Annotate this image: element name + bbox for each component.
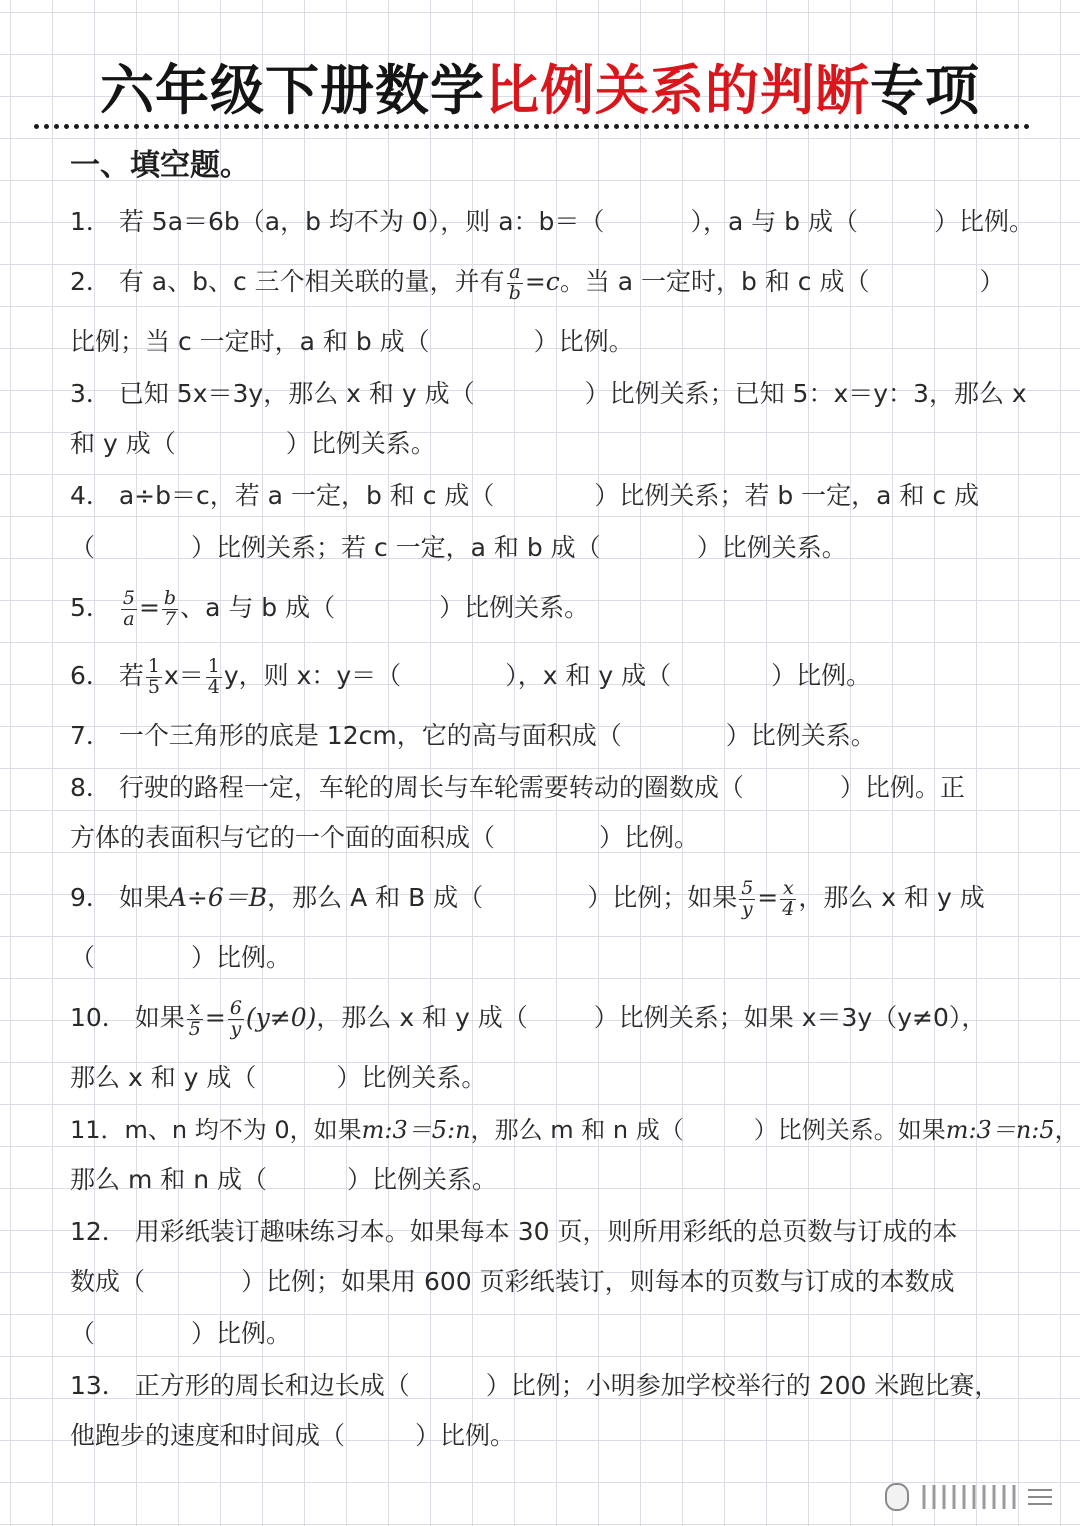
fraction: $\frac{x}{4}$ xyxy=(782,876,795,920)
dotted-divider xyxy=(34,124,1030,129)
question-13-cont: 他跑步的速度和时间成（ ）比例。 xyxy=(70,1421,516,1450)
fraction: $\frac{1}{5}$ xyxy=(147,654,160,698)
question-2-cont: 比例；当 c 一定时，a 和 b 成（ ）比例。 xyxy=(70,327,634,356)
question-11: 11．m、n 均不为 0，如果m:3＝5:n，那么 m 和 n 成（ ）比例关系。如果m:3＝n:5， xyxy=(70,1116,1079,1144)
question-12-cont2: （ ）比例。 xyxy=(70,1319,292,1348)
fraction: $\frac{5}{y}$ xyxy=(741,876,754,920)
question-9: 9． 如果A÷6＝B，那么 A 和 B 成（ ）比例；如果 $\frac{5}{y}$ = $\frac{x}{4}$ ，那么 x 和 y 成 xyxy=(70,876,985,920)
fraction: $\frac{a}{b}$ xyxy=(508,260,521,304)
question-10-cont: 那么 x 和 y 成（ ）比例关系。 xyxy=(70,1063,487,1092)
question-5: 5． $\frac{5}{a}$ = $\frac{b}{7}$ 、a 与 b 成（ ）比例关系。 xyxy=(70,586,590,630)
question-3: 3． 已知 5x＝3y，那么 x 和 y 成（ ）比例关系；已知 5：x＝y：3，那么 x xyxy=(70,379,1027,408)
question-11-cont: 那么 m 和 n 成（ ）比例关系。 xyxy=(70,1165,498,1194)
question-1: 1． 若 5a＝6b（a，b 均不为 0），则 a：b＝（ ），a 与 b 成（ ）比例。 xyxy=(70,207,1034,236)
page-indicator-icon xyxy=(880,1480,1058,1514)
fraction: $\frac{b}{7}$ xyxy=(163,586,177,630)
question-6: 6． 若 $\frac{1}{5}$ x＝ $\frac{1}{4}$ y，则 x：y＝（ ），x 和 y 成（ ）比例。 xyxy=(70,654,872,698)
question-7: 7． 一个三角形的底是 12cm，它的高与面积成（ ）比例关系。 xyxy=(70,721,876,750)
section-title: 一、填空题。 xyxy=(70,148,250,183)
question-10: 10． 如果 $\frac{x}{5}$ = $\frac{6}{y}$ (y≠0)，那么 x 和 y 成（ ）比例关系；如果 x＝3y（y≠0）， xyxy=(70,996,987,1040)
page-title: 六年级下册数学比例关系的判断专项 xyxy=(100,59,980,122)
fraction: $\frac{x}{5}$ xyxy=(188,996,201,1040)
question-3-cont: 和 y 成（ ）比例关系。 xyxy=(70,429,436,458)
question-8: 8． 行驶的路程一定，车轮的周长与车轮需要转动的圈数成（ ）比例。正 xyxy=(70,773,965,802)
question-13: 13． 正方形的周长和边长成（ ）比例；小明参加学校举行的 200 米跑比赛， xyxy=(70,1371,1000,1400)
question-2: 2． 有 a、b、c 三个相关联的量，并有 $\frac{a}{b}$ =c。当 a 一定时，b 和 c 成（ ） xyxy=(70,260,1005,304)
fraction: $\frac{1}{4}$ xyxy=(207,654,220,698)
fraction: $\frac{6}{y}$ xyxy=(229,996,242,1040)
fraction: $\frac{5}{a}$ xyxy=(122,586,135,630)
question-4: 4． a÷b＝c，若 a 一定，b 和 c 成（ ）比例关系；若 b 一定，a 和 c 成 xyxy=(70,481,980,510)
question-12: 12． 用彩纸装订趣味练习本。如果每本 30 页，则所用彩纸的总页数与订成的本 xyxy=(70,1217,958,1246)
question-12-cont: 数成（ ）比例；如果用 600 页彩纸装订，则每本的页数与订成的本数成 xyxy=(70,1267,955,1296)
title-highlight: 比例关系的判断 xyxy=(485,59,870,122)
question-4-cont: （ ）比例关系；若 c 一定，a 和 b 成（ ）比例关系。 xyxy=(70,533,847,562)
question-9-cont: （ ）比例。 xyxy=(70,943,292,972)
question-8-cont: 方体的表面积与它的一个面的面积成（ ）比例。 xyxy=(70,823,700,852)
